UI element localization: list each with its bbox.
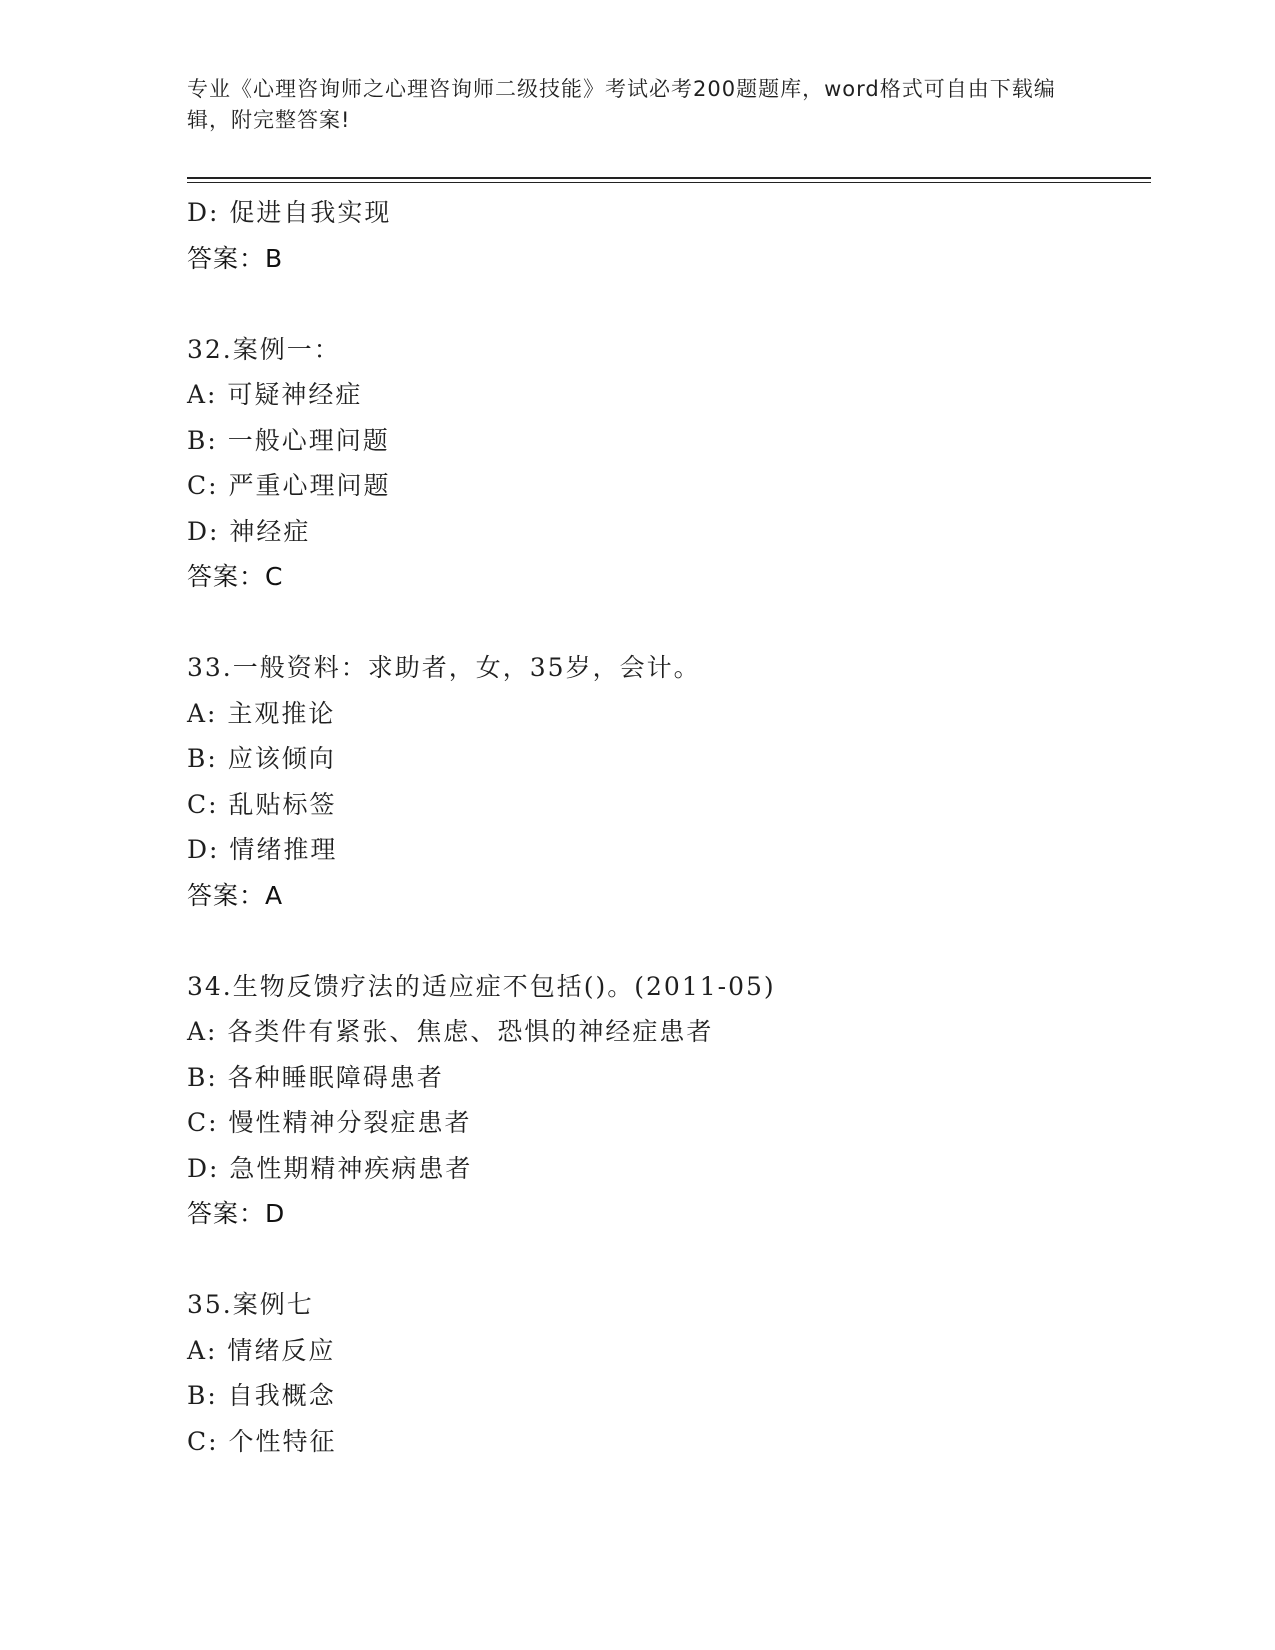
page-header: 专业《心理咨询师之心理咨询师二级技能》考试必考200题题库，word格式可自由下载编辑，附完整答案! xyxy=(187,77,1056,132)
question-32: 32.案例一： xyxy=(187,334,341,364)
spacer xyxy=(187,281,1137,327)
option-b: B: 自我概念 xyxy=(187,1381,336,1410)
header-divider-thin xyxy=(187,182,1151,183)
option-a: A: 主观推论 xyxy=(187,698,336,728)
spacer xyxy=(187,600,1137,646)
answer: 答案：A xyxy=(187,880,284,910)
option-c: C: 慢性精神分裂症患者 xyxy=(187,1108,472,1137)
answer: 答案：D xyxy=(187,1199,286,1228)
option-d: D: 情绪推理 xyxy=(187,835,338,864)
option-a: A: 各类件有紧张、焦虑、恐惧的神经症患者 xyxy=(187,1017,714,1046)
option-c: C: 严重心理问题 xyxy=(187,471,391,500)
option-b: B: 一般心理问题 xyxy=(187,425,390,455)
answer: 答案：B xyxy=(187,243,284,273)
option-b: B: 各种睡眠障碍患者 xyxy=(187,1062,444,1092)
option-a: A: 可疑神经症 xyxy=(187,380,363,409)
question-35: 35.案例七 xyxy=(187,1290,314,1319)
spacer xyxy=(187,1237,1137,1283)
option-c: C: 乱贴标签 xyxy=(187,789,337,819)
header-divider-thick xyxy=(187,177,1151,179)
answer: 答案：C xyxy=(187,562,284,591)
spacer xyxy=(187,918,1137,964)
question-34: 34.生物反馈疗法的适应症不包括()。(2011-05) xyxy=(187,971,776,1001)
option-a: A: 情绪反应 xyxy=(187,1335,336,1365)
question-list xyxy=(187,190,1137,1464)
option-d: D: 神经症 xyxy=(187,516,311,546)
option-d: D: 急性期精神疾病患者 xyxy=(187,1153,473,1183)
option-d: D: 促进自我实现 xyxy=(187,198,392,227)
question-33: 33.一般资料：求助者，女，35岁，会计。 xyxy=(187,653,701,682)
option-b: B: 应该倾向 xyxy=(187,744,336,773)
option-c: C: 个性特征 xyxy=(187,1426,337,1456)
